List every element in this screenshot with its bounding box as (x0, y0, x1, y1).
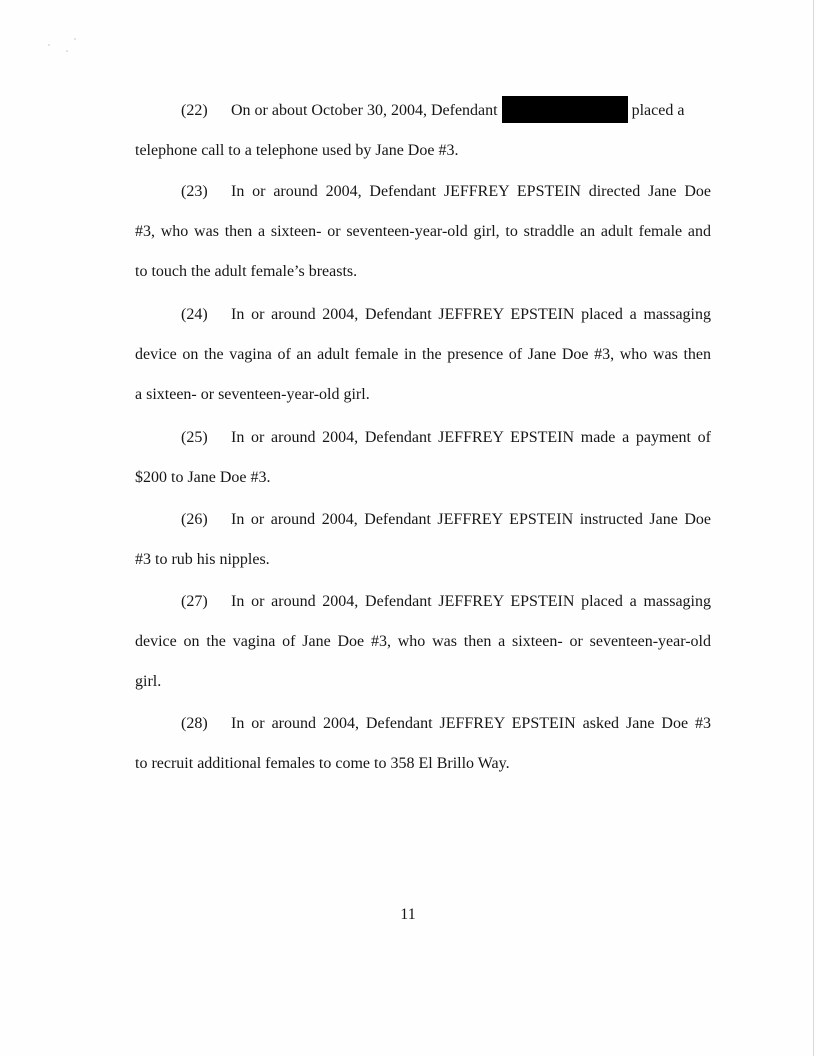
page-number: 11 (400, 906, 416, 923)
paragraph-line: #3 to rub his nipples. (135, 551, 270, 568)
page-edge-line (813, 0, 814, 1056)
paragraph-text: In or around 2004, Defendant JEFFREY EPSTEIN placed a massaging (231, 306, 711, 323)
paragraph-28 (135, 704, 711, 784)
paragraph-line (135, 295, 711, 335)
paragraph-27 (135, 582, 711, 702)
paragraph-line (135, 500, 711, 540)
paragraph-text: In or around 2004, Defendant JEFFREY EPSTEIN placed a massaging (231, 593, 711, 610)
paragraph-line (135, 172, 711, 212)
paragraph-number: (25) (181, 429, 208, 446)
paragraph-number: (26) (181, 511, 208, 528)
paragraph-line: to recruit additional females to come to 358 El Brillo Way. (135, 755, 510, 772)
paragraph-line: #3, who was then a sixteen- or seventeen-year-old girl, to straddle an adult female and (135, 223, 711, 240)
paragraph-line: a sixteen- or seventeen-year-old girl. (135, 386, 370, 403)
paragraph-line: to touch the adult female’s breasts. (135, 263, 358, 280)
paragraph-text: In or around 2004, Defendant JEFFREY EPSTEIN made a payment of (231, 429, 711, 446)
paragraph-text: On or about October 30, 2004, Defendant (231, 102, 498, 119)
paragraph-line: $200 to Jane Doe #3. (135, 469, 271, 486)
paragraph-number: (27) (181, 593, 208, 610)
paragraph-number: (28) (181, 715, 208, 732)
paragraph-text: In or around 2004, Defendant JEFFREY EPSTEIN directed Jane Doe (231, 183, 711, 200)
paragraph-25 (135, 418, 711, 498)
scan-speck (66, 50, 68, 52)
paragraph-line: device on the vagina of an adult female in the presence of Jane Doe #3, who was then (135, 346, 711, 363)
scan-speck (74, 38, 76, 40)
paragraph-text: In or around 2004, Defendant JEFFREY EPSTEIN asked Jane Doe #3 (231, 715, 711, 732)
scan-speck (48, 44, 50, 46)
paragraph-text: In or around 2004, Defendant JEFFREY EPSTEIN instructed Jane Doe (231, 511, 711, 528)
paragraph-number: (23) (181, 183, 208, 200)
paragraph-line: girl. (135, 673, 162, 690)
paragraph-22 (135, 91, 711, 171)
paragraph-line (135, 91, 711, 131)
paragraph-line (135, 582, 711, 622)
paragraph-line (135, 704, 711, 744)
paragraph-line: device on the vagina of Jane Doe #3, who was then a sixteen- or seventeen-year-old (135, 633, 711, 650)
paragraph-line (135, 418, 711, 458)
redaction-block (502, 96, 628, 123)
paragraph-26 (135, 500, 711, 580)
paragraph-line: telephone call to a telephone used by Jane Doe #3. (135, 142, 459, 159)
paragraph-number: (22) (181, 102, 208, 119)
paragraph-number: (24) (181, 306, 208, 323)
paragraph-24 (135, 295, 711, 415)
paragraph-23 (135, 172, 711, 292)
paragraph-text: placed a (631, 102, 685, 119)
